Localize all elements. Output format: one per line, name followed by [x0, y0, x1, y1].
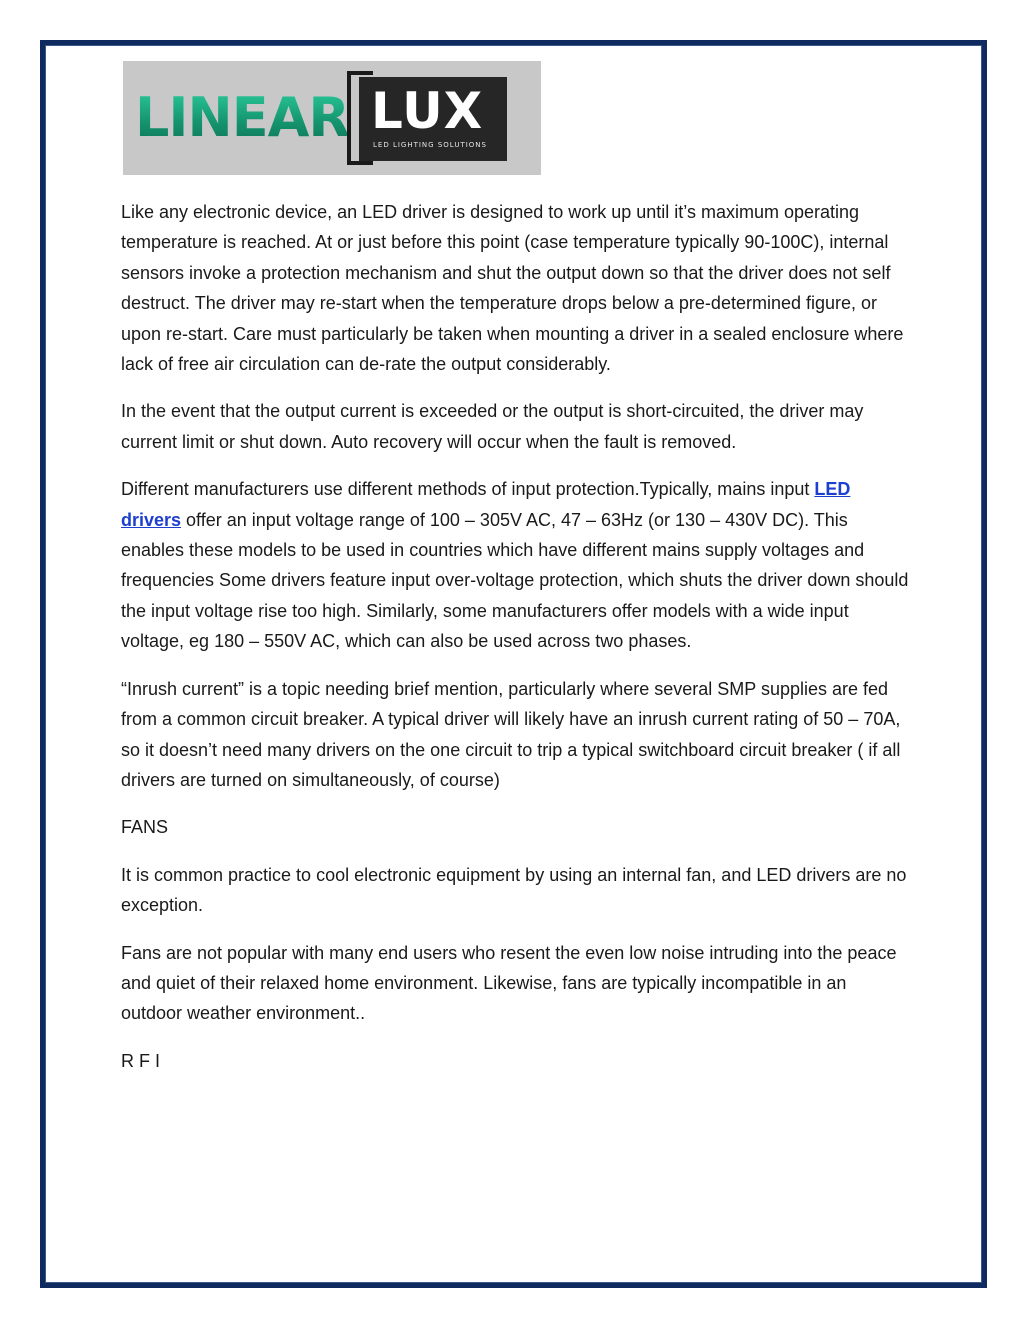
document-body [121, 197, 911, 1093]
paragraph-fans-cooling: It is common practice to cool electronic equipment by using an internal fan, and LED drivers are no exception. [121, 864, 907, 916]
logo-tagline: LED LIGHTING SOLUTIONS [373, 141, 487, 149]
linearlux-logo [123, 61, 541, 175]
logo-right-word: LUX [371, 82, 484, 140]
paragraph-input-protection-end: offer an input voltage range of 100 – 305V AC, 47 – 63Hz (or 130 – 430V DC). This enables these models to be used in countries which have different mains supply voltages and frequencies Some drivers feature input over-voltage protection, which shuts the driver down should the input voltage rise too high. Similarly, some manufacturers offer models with a wide input voltage, eg 180 – 550V AC, which can also be used across two phases. [121, 509, 909, 652]
paragraph-output-current: In the event that the output current is exceeded or the output is short-circuited, the driver may current limit or shut down. Auto recovery will occur when the fault is removed. [121, 401, 864, 452]
led-drivers-link[interactable]: LED drivers [121, 479, 851, 530]
heading-rfi: R F I [121, 1050, 160, 1071]
logo-left-word: LINEAR [135, 83, 349, 153]
paragraph-input-protection [121, 474, 911, 656]
paragraph-fans-noise: Fans are not popular with many end users who resent the even low noise intruding into the peace and quiet of their relaxed home environment. Likewise, fans are typically incompatible in an outdoor weather environment.. [121, 942, 897, 1024]
heading-fans: FANS [121, 817, 169, 838]
paragraph-input-protection-start: Different manufacturers use different methods of input protection.Typically, mains input [121, 479, 815, 500]
paragraph-inrush-current: “Inrush current” is a topic needing brief mention, particularly where several SMP supplies are fed from a common circuit breaker. A typical driver will likely have an inrush current rating of 50 – 70A, so it doesn’t need many drivers on the one circuit to trip a typical switchboard circuit breaker ( if all drivers are turned on simultaneously, of course) [121, 678, 901, 790]
paragraph-temperature: Like any electronic device, an LED driver is designed to work up until it’s maximum operating temperature is reached. At or just before this point (case temperature typically 90-100C), internal sensors invoke a protection mechanism and shut the output down so that the driver does not self destruct. The driver may re-start when the temperature drops below a pre-determined figure, or upon re-start. Care must particularly be taken when mounting a driver in a sealed enclosure where lack of free air circulation can de-rate the output considerably. [121, 202, 904, 375]
